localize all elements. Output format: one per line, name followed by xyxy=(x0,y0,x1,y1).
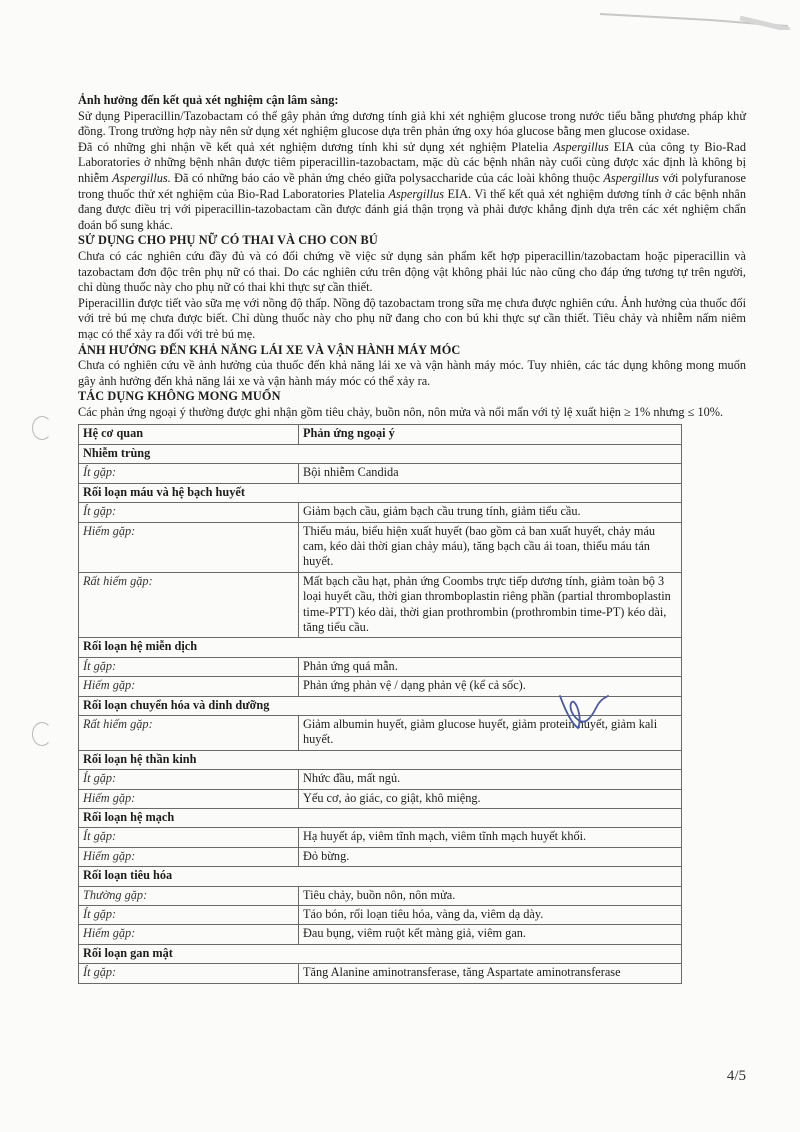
reaction-cell: Giảm albumin huyết, giảm glucose huyết, giảm protein huyết, giảm kali huyết. xyxy=(299,716,681,751)
adverse-effects-intro: Các phản ứng ngoại ý thường được ghi nhận gồm tiêu chảy, buồn nôn, nôn mửa và nổi mẩn với tỷ lệ xuất hiện ≥ 1% nhưng ≤ 10%. xyxy=(78,404,724,419)
organ-system-label: Rối loạn chuyển hóa và dinh dưỡng xyxy=(79,697,681,716)
frequency-cell: Hiếm gặp: xyxy=(79,848,299,867)
table-row xyxy=(79,925,681,944)
pregnancy-paragraph-2: Piperacillin được tiết vào sữa mẹ với nồng độ thấp. Nồng độ tazobactam trong sữa mẹ chưa được nghiên cứu. Ảnh hưởng của thuốc đối với trẻ bú mẹ chưa được biết. Chỉ dùng thuốc này cho phụ nữ đang cho con bú khi thực sự cần thiết. Tiêu chảy và nhiễm nấm niêm mạc có thể xảy ra đối với trẻ bú mẹ. xyxy=(78,295,746,341)
lab-paragraph-1: Sử dụng Piperacillin/Tazobactam có thể gây phản ứng dương tính giả khi xét nghiệm glucose trong nước tiểu bằng phương pháp khử đồng. Trong trường hợp này nên sử dụng xét nghiệm glucose dựa trên phản ứng oxy hóa glucose bằng men glucose oxidase. xyxy=(78,108,746,139)
table-row xyxy=(79,828,681,847)
organ-system-label: Rối loạn gan mật xyxy=(79,945,681,964)
organ-system-row xyxy=(79,867,681,886)
organ-system-label: Rối loạn hệ thần kinh xyxy=(79,751,681,770)
table-row xyxy=(79,464,681,483)
table-row xyxy=(79,523,681,573)
reaction-cell: Phản ứng quá mẫn. xyxy=(299,658,681,677)
frequency-cell: Ít gặp: xyxy=(79,906,299,925)
organ-system-row xyxy=(79,445,681,464)
organ-system-label: Rối loạn tiêu hóa xyxy=(79,867,681,886)
reaction-cell: Hạ huyết áp, viêm tĩnh mạch, viêm tĩnh mạch huyết khối. xyxy=(299,828,681,847)
organ-system-row xyxy=(79,945,681,964)
reaction-cell: Giảm bạch cầu, giảm bạch cầu trung tính, giảm tiểu cầu. xyxy=(299,503,681,522)
table-row xyxy=(79,573,681,639)
table-row xyxy=(79,848,681,867)
organ-system-label: Rối loạn hệ mạch xyxy=(79,809,681,828)
driving-paragraph: Chưa có nghiên cứu về ảnh hưởng của thuốc đến khả năng lái xe và vận hành máy móc. Tuy nhiên, các tác dụng không mong muốn gây ảnh hưởng đến khả năng lái xe và vận hành máy móc có thể xảy ra. xyxy=(78,358,746,388)
frequency-cell: Rất hiếm gặp: xyxy=(79,716,299,751)
reaction-cell: Thiếu máu, biểu hiện xuất huyết (bao gồm cả ban xuất huyết, chảy máu cam, kéo dài thời gian chảy máu), tăng bạch cầu ái toan, thiếu máu tán huyết. xyxy=(299,523,681,573)
frequency-cell: Ít gặp: xyxy=(79,828,299,847)
adverse-effects-heading: TÁC DỤNG KHÔNG MONG MUỐN xyxy=(78,389,281,404)
punch-hole xyxy=(32,416,52,440)
organ-system-row xyxy=(79,638,681,657)
reaction-cell: Tiêu chảy, buồn nôn, nôn mửa. xyxy=(299,887,681,906)
page-number: 4/5 xyxy=(726,1068,746,1084)
table-row xyxy=(79,658,681,677)
organ-system-row xyxy=(79,751,681,770)
lab-heading: Ảnh hưởng đến kết quả xét nghiệm cận lâm sàng: xyxy=(78,93,339,107)
frequency-cell: Rất hiếm gặp: xyxy=(79,573,299,639)
table-row xyxy=(79,906,681,925)
table-row xyxy=(79,887,681,906)
reaction-cell: Đỏ bừng. xyxy=(299,848,681,867)
frequency-cell: Hiếm gặp: xyxy=(79,790,299,809)
document-page xyxy=(78,93,746,984)
organ-system-label: Rối loạn hệ miễn dịch xyxy=(79,638,681,657)
frequency-cell: Ít gặp: xyxy=(79,770,299,789)
pregnancy-paragraph-1: Chưa có các nghiên cứu đầy đủ và có đối chứng về việc sử dụng sản phẩm kết hợp piperacillin/tazobactam hoặc piperacillin và tazobactam đơn độc trên phụ nữ có thai. Do các nghiên cứu trên động vật không phải lúc nào cũng cho đáp ứng tương tự trên người, chỉ dùng thuốc này cho phụ nữ có thai khi thực sự cần thiết. xyxy=(78,248,746,295)
organ-system-label: Nhiễm trùng xyxy=(79,445,681,464)
header-adverse-reaction: Phản ứng ngoại ý xyxy=(299,425,681,444)
table-row xyxy=(79,964,681,982)
table-row xyxy=(79,503,681,522)
scan-artifact xyxy=(590,6,790,30)
reaction-cell: Tăng Alanine aminotransferase, tăng Aspartate aminotransferase xyxy=(303,965,621,980)
table-row xyxy=(79,790,681,809)
reaction-cell: Bội nhiễm Candida xyxy=(299,464,681,483)
reaction-cell: Đau bụng, viêm ruột kết màng giả, viêm gan. xyxy=(299,925,681,944)
frequency-cell: Ít gặp: xyxy=(79,658,299,677)
handwritten-mark xyxy=(556,690,616,740)
reaction-cell: Phản ứng phản vệ / dạng phản vệ (kể cả sốc). xyxy=(299,677,681,696)
frequency-cell: Ít gặp: xyxy=(79,464,299,483)
reaction-cell: Mất bạch cầu hạt, phản ứng Coombs trực tiếp dương tính, giảm toàn bộ 3 loại huyết cầu, thời gian thromboplastin riêng phần (partial thromboplastin time-PTT) kéo dài, thời gian prothrombin (prothrombin time-PT) kéo dài, tăng tiểu cầu. xyxy=(299,573,681,639)
reaction-cell: Nhức đầu, mất ngủ. xyxy=(299,770,681,789)
organ-system-row xyxy=(79,484,681,503)
frequency-cell: Hiếm gặp: xyxy=(79,523,299,573)
table-header-row xyxy=(79,425,681,444)
driving-heading: ẢNH HƯỞNG ĐẾN KHẢ NĂNG LÁI XE VÀ VẬN HÀNH MÁY MÓC xyxy=(78,342,461,357)
organ-system-row xyxy=(79,809,681,828)
frequency-cell: Ít gặp: xyxy=(79,503,299,522)
header-organ-system: Hệ cơ quan xyxy=(79,425,299,444)
frequency-cell: Ít gặp: xyxy=(79,964,299,982)
frequency-cell: Hiếm gặp: xyxy=(79,925,299,944)
organ-system-label: Rối loạn máu và hệ bạch huyết xyxy=(79,484,681,503)
table-row xyxy=(79,770,681,789)
pregnancy-heading: SỬ DỤNG CHO PHỤ NỮ CÓ THAI VÀ CHO CON BÚ xyxy=(78,233,378,248)
frequency-cell: Hiếm gặp: xyxy=(79,677,299,696)
reaction-cell: Yếu cơ, ảo giác, co giật, khô miệng. xyxy=(299,790,681,809)
frequency-cell: Thường gặp: xyxy=(79,887,299,906)
punch-hole xyxy=(32,722,52,746)
reaction-cell: Táo bón, rối loạn tiêu hóa, vàng da, viêm dạ dày. xyxy=(299,906,681,925)
lab-paragraph-2: Đã có những ghi nhận về kết quả xét nghiệm dương tính khi sử dụng xét nghiệm Platelia Aspergillus EIA của công ty Bio-Rad Laboratories ở những bệnh nhân được tiêm piperacillin-tazobactam, mặc dù các bệnh nhân này cuối cùng được xác định là không bị nhiễm Aspergillus. Đã có những báo cáo về phản ứng chéo giữa polysaccharide của các loài không thuộc Aspergillus với polyfuranose trong thuốc thử xét nghiệm của Bio-Rad Laboratories Platelia Aspergillus EIA. Vì thế kết quả xét nghiệm dương tính ở các bệnh nhân đang được điều trị với piperacillin-tazobactam cần được đánh giá thận trọng và phải được khẳng định dựa trên các xét nghiệm chẩn đoán bổ sung khác. xyxy=(78,139,747,232)
